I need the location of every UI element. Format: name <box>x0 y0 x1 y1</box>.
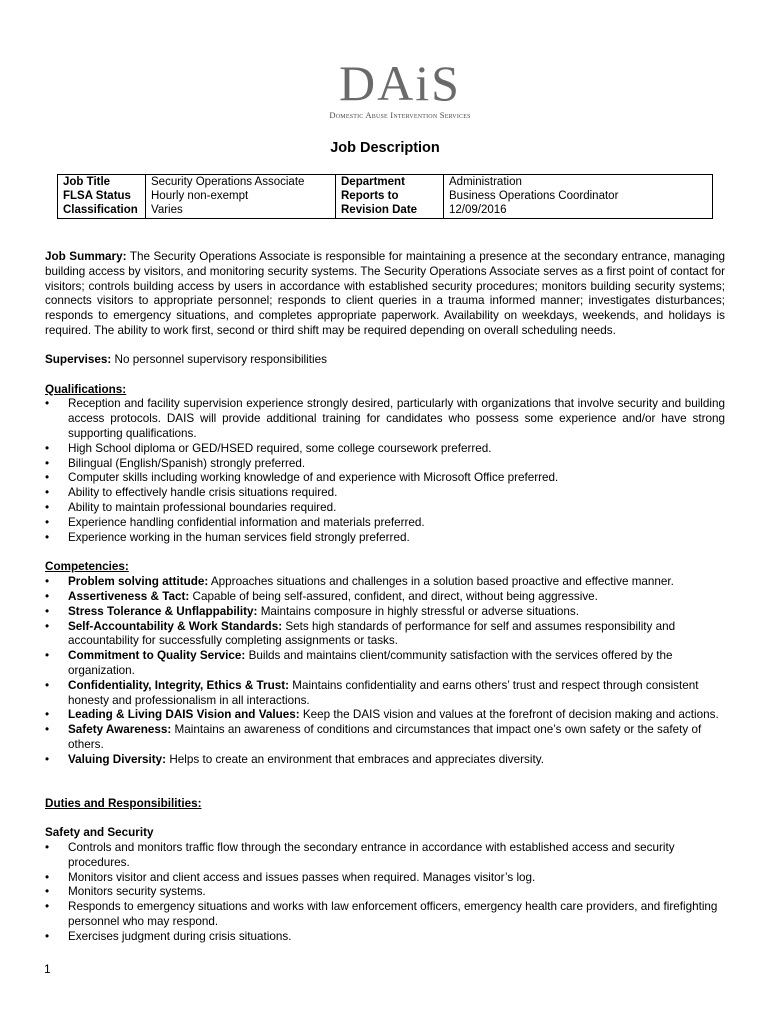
department-label: Department Reports to Revision Date <box>336 175 444 219</box>
list-item: • Safety Awareness: Maintains an awareness of conditions and circumstances that impact one’s own safety or the safety of others. <box>45 723 702 751</box>
page-title: Job Description <box>330 140 440 156</box>
document-body <box>45 250 725 945</box>
list-item: • Ability to maintain professional boundaries required. <box>45 500 337 514</box>
list-item: • Experience working in the human services field strongly preferred. <box>45 530 410 544</box>
duties-list <box>45 841 725 945</box>
job-title-value: Security Operations Associate Hourly non-exempt Varies <box>146 175 336 219</box>
qualifications-heading: Qualifications: <box>45 382 127 396</box>
duties-heading: Duties and Responsibilities: <box>45 796 202 810</box>
list-item: • Confidentiality, Integrity, Ethics & Trust: Maintains confidentiality and earns others’ trust and respect through consistent honesty and professionalism in all interactions. <box>45 678 699 707</box>
table-row <box>58 175 713 219</box>
list-item: • Problem solving attitude: Approaches situations and challenges in a solution based proactive and effective manner. <box>45 575 674 589</box>
logo-subtitle: Domestic Abuse Intervention Services <box>329 110 471 120</box>
duties-subheading: Safety and Security <box>45 826 154 840</box>
supervises <box>45 353 725 368</box>
job-summary-text: The Security Operations Associate is responsible for maintaining a presence at the secondary entrance, managing building access by visitors, and monitoring security systems. The Security Operations Associate serves as a first point of contact for visitors; controls building access by users in accordance with established security procedures; monitors building security systems; connects visitors to appropriate personnel; responds to client queries in a trauma informed manner; investigates disturbances; responds to emergency situations, and completes appropriate paperwork. Availability on weekdays, weekends, and holidays is required. The ability to work first, second or third shift may be required depending on overall scheduling needs. <box>45 250 726 337</box>
competencies-list <box>45 575 725 767</box>
list-item: • Self-Accountability & Work Standards: Sets high standards of performance for self and assumes responsibility and accountability for successfully completing assignments or tasks. <box>45 619 676 648</box>
list-item: • Controls and monitors traffic flow through the secondary entrance in accordance with established access and security procedures. <box>45 841 675 869</box>
list-item: • Reception and facility supervision experience strongly desired, particularly with organizations that involve security and building access protocols. DAIS will provide additional training for candidates who possess some experience and/or have strong supporting qualifications. <box>45 397 725 440</box>
job-summary <box>45 250 725 339</box>
supervises-text: No personnel supervisory responsibilities <box>114 352 327 366</box>
list-item: • Monitors visitor and client access and issues passes when required. Manages visitor’s log. <box>45 870 536 884</box>
dais-logo <box>300 55 500 120</box>
list-item: • Exercises judgment during crisis situations. <box>45 929 292 943</box>
job-summary-label: Job Summary: <box>45 250 127 263</box>
qualifications-list <box>45 397 725 545</box>
list-item: • Responds to emergency situations and works with law enforcement officers, emergency health care providers, and firefighting personnel who may respond. <box>45 900 718 929</box>
list-item: • Ability to effectively handle crisis situations required. <box>45 486 338 500</box>
list-item: • Assertiveness & Tact: Capable of being self-assured, confident, and direct, without being aggressive. <box>45 589 598 603</box>
competencies-heading: Competencies: <box>45 560 129 574</box>
supervises-label: Supervises: <box>45 352 112 366</box>
list-item: • Valuing Diversity: Helps to create an environment that embraces and appreciates diversity. <box>45 752 544 766</box>
page-number: 1 <box>44 962 51 976</box>
job-title-label: Job Title FLSA Status Classification <box>58 175 146 219</box>
list-item: • Bilingual (English/Spanish) strongly preferred. <box>45 456 306 470</box>
list-item: • Commitment to Quality Service: Builds and maintains client/community satisfaction with the services offered by the organization. <box>45 649 673 677</box>
job-info-table <box>57 174 713 219</box>
list-item: • Leading & Living DAIS Vision and Values: Keep the DAIS vision and values at the forefront of decision making and actions. <box>45 708 719 722</box>
list-item: • High School diploma or GED/HSED required, some college coursework preferred. <box>45 441 492 455</box>
list-item: • Experience handling confidential information and materials preferred. <box>45 515 425 529</box>
list-item: • Stress Tolerance & Unflappability: Maintains composure in highly stressful or adverse situations. <box>45 604 579 618</box>
list-item: • Monitors security systems. <box>45 885 206 899</box>
logo-mark: DAiS <box>339 55 461 111</box>
list-item: • Computer skills including working knowledge of and experience with Microsoft Office preferred. <box>45 471 559 485</box>
department-value: Administration Business Operations Coordinator 12/09/2016 <box>444 175 713 219</box>
